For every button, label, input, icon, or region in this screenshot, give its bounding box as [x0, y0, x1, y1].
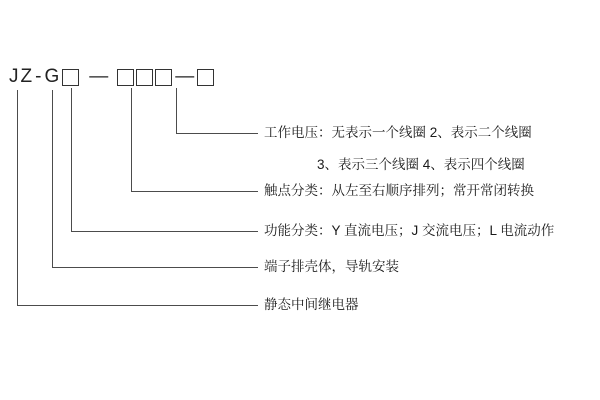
leader-hline-contact-class	[131, 191, 258, 192]
model-code	[8, 64, 215, 90]
leader-vline-contact-class	[131, 88, 132, 192]
label-working-voltage: 工作电压：无表示一个线圈 2、表示二个线圈	[264, 125, 532, 140]
leader-vline-terminal-shell	[52, 90, 53, 268]
leader-vline-working-voltage	[176, 88, 177, 134]
leader-hline-terminal-shell	[52, 267, 258, 268]
code-box-contact-1	[117, 69, 134, 86]
code-box-contact-3	[155, 69, 172, 86]
code-dash-2: —	[89, 66, 109, 87]
leader-hline-function-class	[71, 231, 258, 232]
label-terminal-shell: 端子排壳体，导轨安装	[264, 259, 399, 274]
code-dash-3: —	[175, 66, 195, 87]
label-function-class: 功能分类：Y 直流电压；J 交流电压；L 电流动作	[264, 223, 555, 238]
label-contact-class: 触点分类：从左至右顺序排列；常开常闭转换	[264, 183, 534, 198]
label-working-voltage-line2: 3、表示三个线圈 4、表示四个线圈	[317, 157, 525, 172]
leader-vline-function-class	[71, 88, 72, 232]
label-relay-type: 静态中间继电器	[264, 297, 359, 312]
code-box-voltage	[197, 69, 214, 86]
code-dash-1: -	[35, 66, 42, 87]
code-box-function	[62, 69, 79, 86]
leader-hline-working-voltage	[176, 133, 258, 134]
leader-hline-relay-type	[17, 305, 258, 306]
code-char-z: Z	[20, 66, 33, 87]
code-char-j: J	[9, 66, 19, 87]
leader-vline-relay-type	[17, 90, 18, 306]
code-char-g: G	[44, 66, 60, 87]
code-box-contact-2	[136, 69, 153, 86]
